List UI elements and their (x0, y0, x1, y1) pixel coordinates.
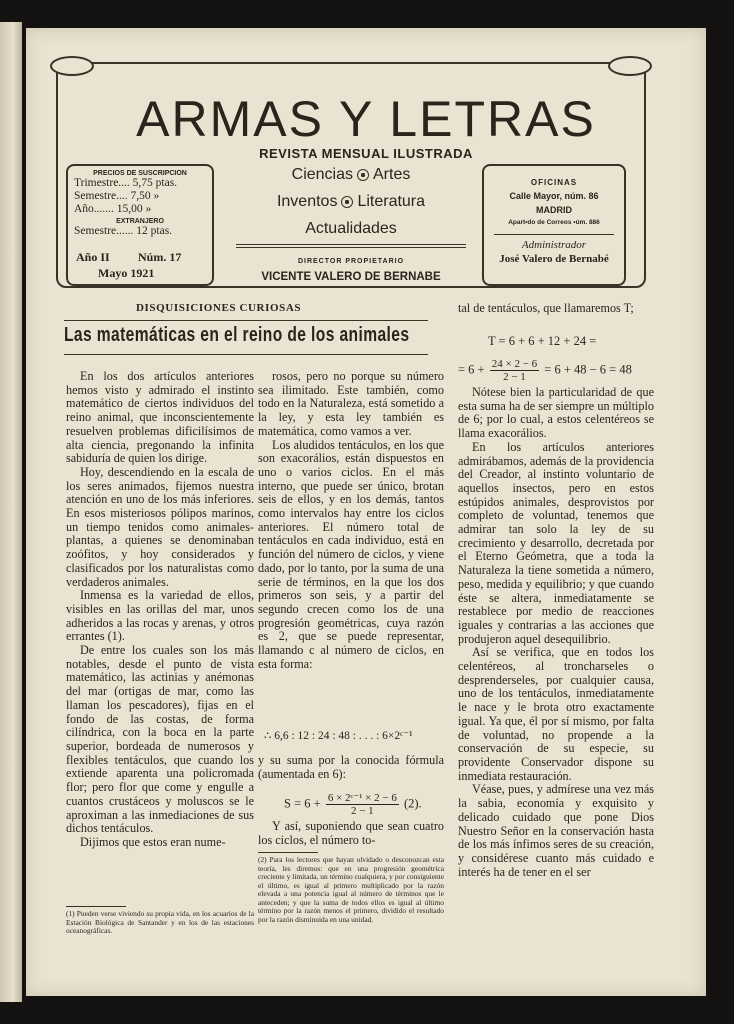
masthead-divider (236, 247, 466, 248)
fraction: $\frac{24 \times 2 - 6}{2 - 1}$ (491, 358, 538, 383)
topics-row-1 (226, 166, 476, 184)
ornament-icon (341, 196, 353, 208)
paragraph: Hoy, descendiendo en la escala de los seres animados, fijemos nuestra atención en uno de los más inferiores. En esos misteriosos pólipos marinos, un tiempo tenidos como animales-plantas, a quienes se denominaban zoófitos, y hoy considerados y clasificados por los naturalistas como verdaderos animales. (66, 464, 254, 589)
admin-name: José Valero de Bernabé (499, 253, 609, 265)
paragraph: Los aludidos tentáculos, en los que son exacorálios, están dispuestos en uno o varios ciclos. En el más interno, que puede ser único, brotan seis de ellos, y en los demás, tantos como intervalos hay entre los ciclos anteriores. El número total de tentáculos en cada individuo, está en función del número de ciclos, y viene dado, por lo tanto, por la suma de una serie de términos, en la que los dos primeros son seis, y a partir del segundo crecen como los de una progresión geométricas, cuya razón es 2, que se puede representar, llamando c al número de ciclos, en esta forma: (258, 437, 444, 671)
topics-row-2 (226, 193, 476, 211)
sum-formula: S = 6 + $\frac{\text{6 × 2ᶜ⁻¹ × 2 − 6}}{2 - 1}$ (2). (284, 792, 422, 817)
paragraph: Y así, suponiendo que sean cuatro los ciclos, el número to- (258, 819, 444, 847)
fraction: $\frac{\text{6 × 2ᶜ⁻¹ × 2 − 6}}{2 - 1}$ (327, 792, 397, 817)
price-row: Año....... 15,00 » (74, 203, 152, 215)
article-column-1 (66, 370, 254, 850)
paragraph: De entre los cuales son los más notables, desde el punto de vista matemático, las actinias y anémonas del mar (ortigas de mar, como las llaman los pescadores), fijas en el fondo de las costas, de forma cilíndrica, con la boca en la parte superior, bordeada de numerosos y flexibles tentáculos, que cuando los extiende aparenta una policromada flor; pero flor que come y engulle a cuantos crustáceos y moluscos se le aproximan a las inmediaciones de sus dichos tentáculos. (66, 643, 254, 836)
foreign-heading: EXTRANJERO (116, 218, 164, 225)
masthead-subtitle: REVISTA MENSUAL ILUSTRADA (259, 146, 473, 161)
masthead-divider (236, 244, 466, 245)
magazine-page (26, 28, 706, 996)
masthead-title: ARMAS Y LETRAS (136, 91, 596, 147)
office-box (482, 164, 626, 286)
topic-artes: Artes (373, 166, 411, 183)
paragraph: Véase, pues, y admírese una vez más la sabia, economía y exquisito y delicado cuidado que pone Dios Nuestro Señor en la conservación hasta de los más ínfimos seres de su creación, y considérese cuanto más cuidado e interés ha de tener en el ser (458, 782, 654, 879)
topic-inventos: Inventos (276, 193, 338, 210)
paragraph: En los dos artículos anteriores hemos visto y admirado el instinto matemático de ciertos individuos del reino animal, que inconscientemente resuelven problemas dificilísimos de alta ciencia, pregonando la infinita sabiduría de quien los dirige. (66, 369, 254, 466)
ornament-icon (357, 169, 369, 181)
topic-actualidades: Actualidades (305, 220, 397, 237)
book-spine (0, 22, 22, 1002)
footnote-2: (2) Para los lectores que hayan olvidado o desconozcan esta teoría, les diremos: que en una progresión geométrica creciente y limitada, un término cualquiera, y por consiguiente el último, es igual al primero multiplicado por la razón elevada a una potencia igual al número de términos que le anteceden; y que la suma de todos ellos es igual al último término por la razón menos el primero, dividido el resultado por la razón disminuida en una unidad. (258, 855, 444, 924)
paragraph: Así se verifica, que en todos los celentéreos, al troncharseles o desprenderseles, por cualquier causa, uno de los tentáculos, inmediatamente le nace y le brota otro exactamente igual. Ya que, él por sí mismo, por falta de voluntad, no propende a la conservación de su especie, su providente Conservador dispone su inmediata restauración. (458, 645, 654, 783)
topic-literatura: Literatura (357, 193, 426, 210)
paragraph: tal de tentáculos, que llamaremos T; (458, 301, 634, 315)
paragraph: Inmensa es la variedad de ellos, visibles en las orillas del mar, unos adheridos a las rocas y arenas, y otros errantes (1). (66, 588, 254, 644)
price-row: Semestre.... 7,50 » (74, 190, 160, 202)
footnote-rule (66, 906, 126, 907)
section-title: DISQUISICIONES CURIOSAS (136, 302, 302, 314)
office-divider (494, 234, 614, 235)
office-postbox: Apart•do de Correos •úm. 886 (508, 219, 600, 226)
headline-rule (64, 320, 428, 321)
article-headline: Las matemáticas en el reino de los animales (64, 324, 410, 346)
price-row: Trimestre.... 5,75 ptas. (74, 177, 178, 189)
series-formula: ∴ 6,6 : 12 : 24 : 48 : . . . : 6×2ᶜ⁻¹ (264, 730, 413, 742)
article-column-3 (458, 302, 654, 316)
paragraph: En los artículos anteriores admirábamos, además de la providencia del Creador, al instinto voluntario de aquellos insectos, pero en estos estúpidos animales, desprovistos por completo de voluntad, tenemos que admirar tan solo la ley de su crecimiento y desarrollo, decretada por el Eterno Geómetra, que a toda la Naturaleza la tiene sometida a número, peso, medida y equilibrio; y que cuando éste se altera, inmediatamente se restablece por medio de reacciones iguales y contrarias a las acciones que produjeron aquel desequilibrio. (458, 439, 654, 646)
prices-heading: PRECIOS DE SUSCRIPCION (93, 170, 187, 177)
issue-date: Mayo 1921 (98, 266, 155, 280)
footnote-rule (258, 852, 318, 853)
director-name: VICENTE VALERO DE BERNABE (261, 271, 441, 283)
t-formula-2: = 6 + $\frac{24 \times 2 - 6}{2 - 1}$ = 6 + 48 − 6 = 48 (458, 358, 632, 383)
t-formula-1: T = 6 + 6 + 12 + 24 = (488, 334, 597, 348)
paragraph: rosos, pero no porque su número sea ilimitado. Este también, como todo en la Naturaleza, está sometido a la ley, y esta ley también es matemática, como vamos a ver. (258, 369, 444, 438)
paragraph: y su suma por la conocida fórmula (aumentada en 6): (258, 753, 444, 781)
admin-label: Administrador (521, 239, 587, 251)
issue-year: Año II (76, 250, 110, 264)
office-heading: OFICINAS (530, 178, 578, 187)
foreign-price-row: Semestre...... 12 ptas. (74, 225, 173, 237)
office-street: Calle Mayor, núm. 86 (509, 191, 599, 201)
paragraph: Dijimos que estos eran nume- (80, 834, 226, 849)
office-city: MADRID (536, 205, 572, 215)
director-label: DIRECTOR PROPIETARIO (297, 258, 405, 265)
headline-rule (64, 354, 428, 355)
issue-number: Núm. 17 (138, 250, 182, 264)
footnote-1: (1) Pueden verse viviendo su propia vida, en los acuarios de la Estación Biológica de Santander y en los de las estaciones oceanográficas. (66, 909, 254, 935)
paragraph: Nótese bien la particularidad de que esta suma ha de ser siempre un múltiplo de 6; por lo cual, a estos celentéreos se llama exacorálios. (458, 385, 654, 441)
article-column-3-body (458, 386, 654, 879)
topic-ciencias: Ciencias (291, 166, 353, 183)
article-column-2 (258, 370, 444, 671)
